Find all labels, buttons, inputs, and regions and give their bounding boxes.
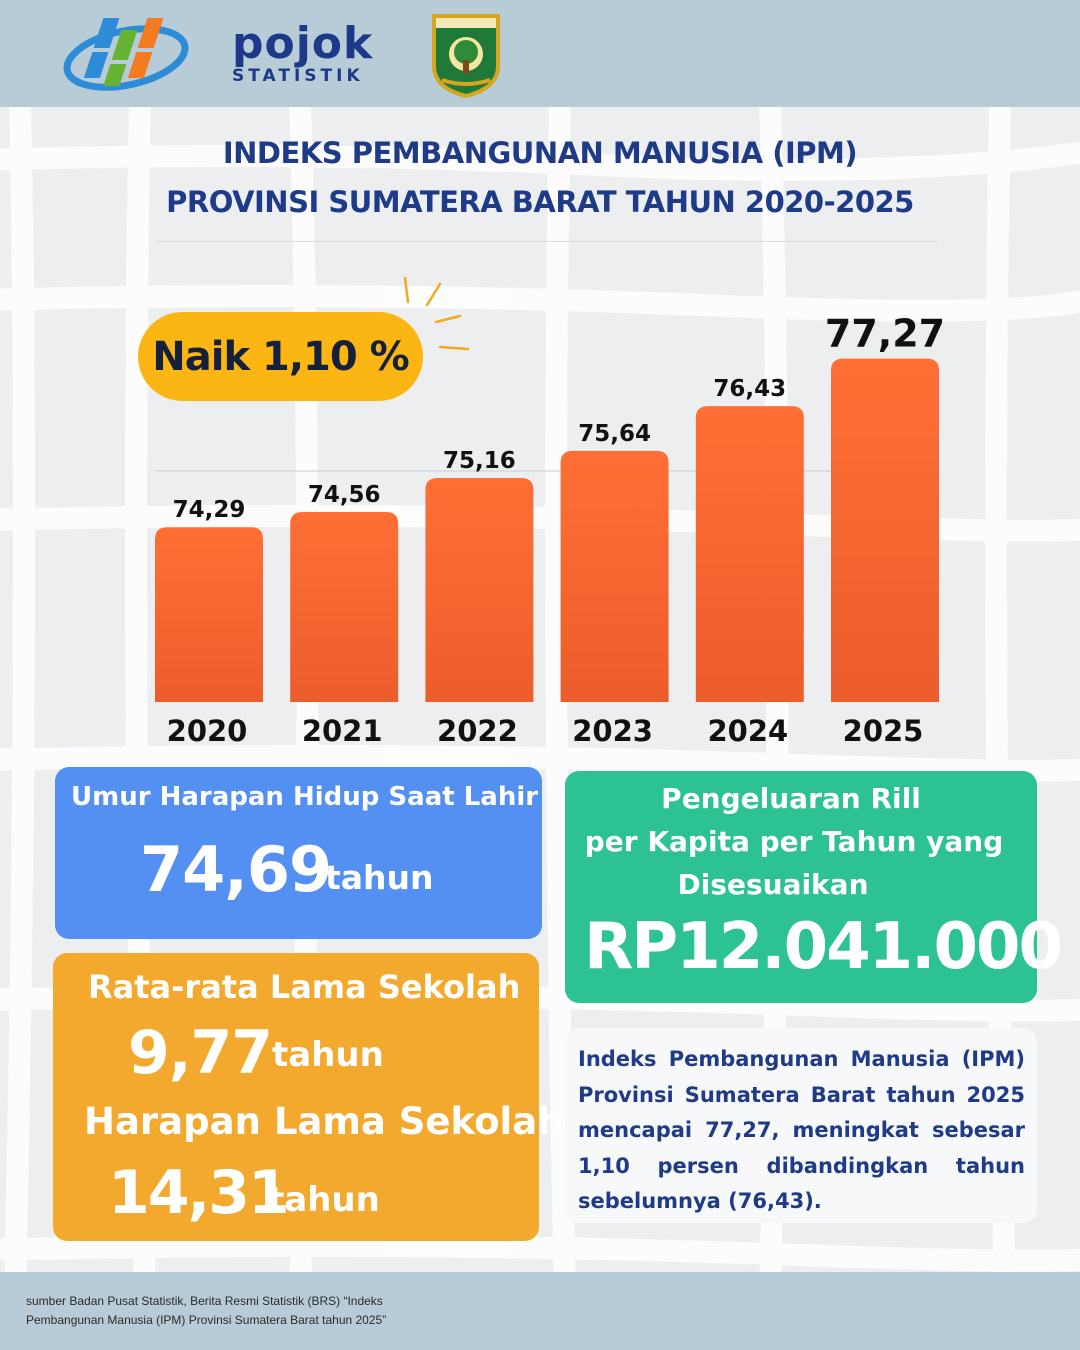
value-label-2023: 75,64 (578, 420, 651, 447)
source-line1: sumber Badan Pusat Statistik, Berita Resmi Statistik (BRS) “Indeks (26, 1294, 383, 1308)
life-expectancy-value: 74,69 (140, 833, 332, 906)
mean-years-schooling-unit: tahun (272, 1035, 384, 1075)
summary-text: Indeks Pembangunan Manusia (IPM) Provinsi Sumatera Barat tahun 2025 mencapai 77,27, meningkat sebesar 1,10 persen dibandingkan tahun sebelumnya (76,43). (578, 1047, 1025, 1213)
mean-years-schooling-value: 9,77 (128, 1018, 273, 1088)
x-tick-2023: 2023 (572, 714, 653, 748)
value-label-2025: 77,27 (824, 311, 946, 356)
expected-years-schooling-unit: tahun (268, 1180, 380, 1220)
bar-2020 (155, 527, 263, 702)
expected-years-schooling-value: 14,31 (108, 1158, 288, 1228)
x-tick-2024: 2024 (707, 714, 789, 748)
expenditure-label-line2: per Kapita per Tahun yang (584, 825, 1004, 858)
brand-sub: STATISTIK (232, 66, 364, 86)
bar-2024 (696, 406, 804, 702)
x-tick-2025: 2025 (842, 714, 924, 748)
value-label-2020: 74,29 (172, 497, 246, 524)
bar-2022 (425, 478, 533, 702)
source-note (26, 1292, 546, 1330)
bar-2023 (561, 451, 669, 702)
life-expectancy-unit: tahun (325, 858, 434, 897)
increase-badge-text: Naik 1,10 % (152, 333, 409, 380)
value-label-2021: 74,56 (307, 481, 381, 508)
brand-word: pojok (232, 18, 374, 69)
bar-2021 (290, 512, 398, 702)
expenditure-label-line3: Disesuaikan (677, 868, 869, 901)
page-title-line2: PROVINSI SUMATERA BARAT TAHUN 2020-2025 (166, 185, 914, 219)
expenditure-value: RP12.041.000 (584, 910, 1062, 984)
x-tick-2022: 2022 (437, 714, 518, 748)
expenditure-label-line1: Pengeluaran Rill (661, 782, 921, 815)
life-expectancy-label: Umur Harapan Hidup Saat Lahir (71, 782, 539, 812)
page-title-line1: INDEKS PEMBANGUNAN MANUSIA (IPM) (222, 136, 858, 170)
source-line2: Pembangunan Manusia (IPM) Provinsi Sumatera Barat tahun 2025” (26, 1313, 387, 1327)
value-label-2024: 76,43 (713, 376, 787, 403)
value-label-2022: 75,16 (443, 448, 516, 475)
bar-2025 (831, 359, 939, 702)
x-tick-2021: 2021 (301, 714, 383, 748)
expected-years-schooling-label: Harapan Lama Sekolah (84, 1100, 564, 1143)
x-tick-2020: 2020 (166, 714, 248, 748)
mean-years-schooling-label: Rata-rata Lama Sekolah (88, 968, 521, 1006)
increase-badge (138, 312, 423, 401)
